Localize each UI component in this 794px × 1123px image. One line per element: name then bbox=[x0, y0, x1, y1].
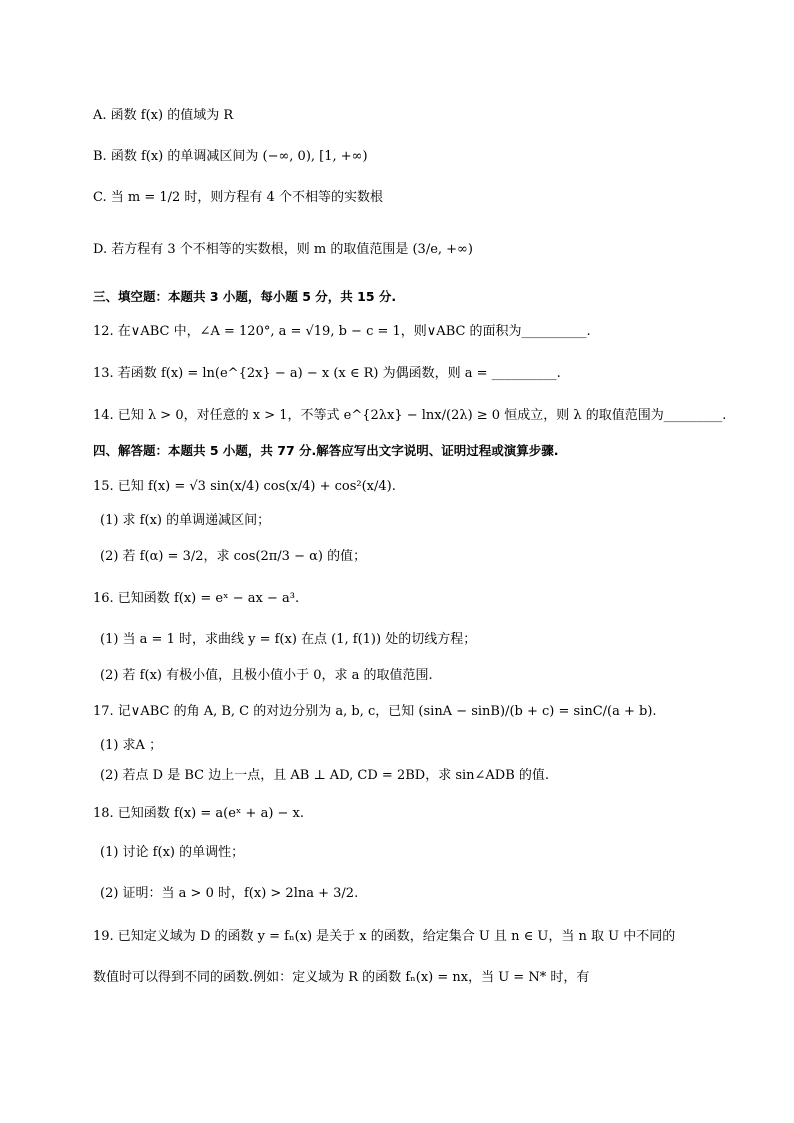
question-15-stem: 15. 已知 f(x) = √3 sin(x/4) cos(x/4) + cos²(x/4). bbox=[93, 479, 396, 494]
option-b: B. 函数 f(x) 的单调减区间为 (−∞, 0), [1, +∞) bbox=[93, 149, 368, 164]
question-13: 13. 若函数 f(x) = ln(e^{2x} − a) − x (x ∈ R) 为偶函数，则 a = __________. bbox=[93, 366, 561, 381]
option-d: D. 若方程有 3 个不相等的实数根，则 m 的取值范围是 (3/e, +∞) bbox=[93, 242, 473, 257]
question-19-line2: 数值时可以得到不同的函数.例如：定义域为 R 的函数 fₙ(x) = nx，当 U = N* 时，有 bbox=[93, 970, 590, 985]
option-c: C. 当 m = 1/2 时，则方程有 4 个不相等的实数根 bbox=[93, 190, 383, 205]
question-16-part2: (2) 若 f(x) 有极小值，且极小值小于 0，求 a 的取值范围. bbox=[100, 668, 433, 683]
question-12: 12. 在∨ABC 中，∠A = 120°, a = √19, b − c = 1，则∨ABC 的面积为__________. bbox=[93, 324, 591, 339]
question-15-part1: (1) 求 f(x) 的单调递减区间； bbox=[100, 513, 271, 528]
question-19-line1: 19. 已知定义域为 D 的函数 y = fₙ(x) 是关于 x 的函数，给定集合 U 且 n ∈ U，当 n 取 U 中不同的 bbox=[93, 929, 676, 944]
question-17-part1: (1) 求A ； bbox=[100, 738, 163, 753]
question-15-part2: (2) 若 f(α) = 3/2，求 cos(2π/3 − α) 的值； bbox=[100, 549, 367, 564]
question-16-stem: 16. 已知函数 f(x) = eˣ − ax − a³. bbox=[93, 591, 300, 606]
question-17-stem: 17. 记∨ABC 的角 A, B, C 的对边分别为 a, b, c，已知 (sinA − sinB)/(b + c) = sinC/(a + b). bbox=[93, 704, 657, 719]
question-16-part1: (1) 当 a = 1 时，求曲线 y = f(x) 在点 (1, f(1)) 处的切线方程； bbox=[100, 632, 477, 647]
question-18-part2: (2) 证明：当 a > 0 时，f(x) > 2lna + 3/2. bbox=[100, 886, 359, 901]
option-a: A. 函数 f(x) 的值域为 R bbox=[93, 108, 234, 123]
section3-heading: 三、填空题：本题共 3 小题，每小题 5 分，共 15 分. bbox=[93, 289, 397, 304]
section4-heading: 四、解答题：本题共 5 小题，共 77 分.解答应写出文字说明、证明过程或演算步骤. bbox=[93, 443, 559, 458]
question-18-stem: 18. 已知函数 f(x) = a(eˣ + a) − x. bbox=[93, 806, 305, 821]
question-14: 14. 已知 λ > 0，对任意的 x > 1，不等式 e^{2λx} − lnx/(2λ) ≥ 0 恒成立，则 λ 的取值范围为_________. bbox=[93, 408, 727, 423]
question-17-part2: (2) 若点 D 是 BC 边上一点，且 AB ⊥ AD, CD = 2BD，求 sin∠ADB 的值. bbox=[100, 768, 550, 783]
question-18-part1: (1) 讨论 f(x) 的单调性； bbox=[100, 845, 245, 860]
